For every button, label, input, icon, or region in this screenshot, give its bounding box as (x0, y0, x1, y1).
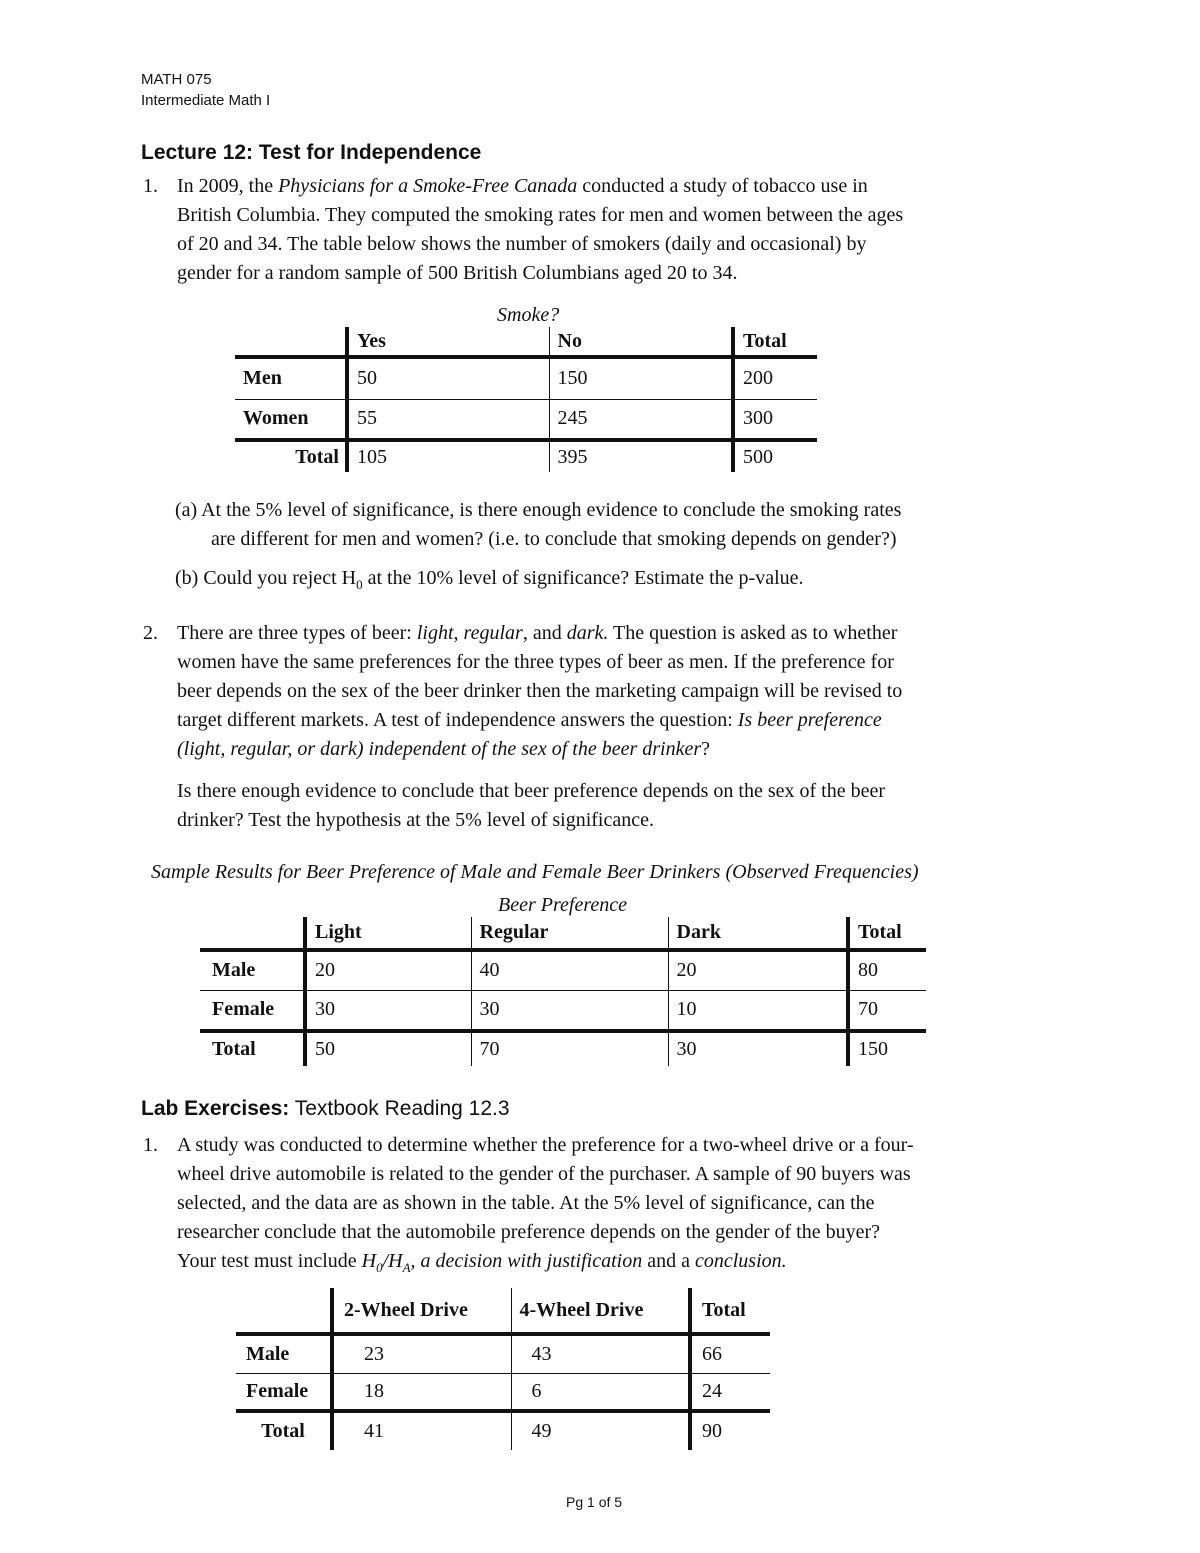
cell: 70 (848, 990, 926, 1031)
table-row (236, 1411, 770, 1450)
table-header-row (236, 1288, 770, 1334)
header-cell: Dark (668, 917, 848, 950)
cell: 200 (733, 357, 817, 399)
subscript: 0 (356, 577, 363, 592)
table-row (236, 1373, 770, 1411)
text: at the 10% level of significance? Estimate the p-value. (362, 567, 804, 589)
part-a: are different for men and women? (i.e. to conclude that smoking depends on gender?) (211, 528, 897, 550)
header-cell: No (549, 327, 733, 357)
cell: 24 (690, 1373, 770, 1411)
text: There are three types of beer: (177, 622, 417, 644)
table-caption: Sample Results for Beer Preference of Male and Female Beer Drinkers (Observed Frequencies) (151, 861, 919, 883)
cell: 40 (471, 950, 668, 990)
text: The question is asked as to whether (608, 622, 898, 644)
table-row (200, 950, 926, 990)
question-number: 1. (143, 175, 158, 197)
cell: 395 (549, 440, 733, 472)
table-row (235, 440, 817, 472)
text: Physicians for a Smoke-Free Canada (278, 175, 578, 197)
beer-table (200, 917, 926, 1066)
cell: 55 (347, 399, 549, 440)
part-a: (a) At the 5% level of significance, is there enough evidence to conclude the smoking rates (175, 499, 902, 521)
text: H (361, 1250, 377, 1272)
text: target different markets. A test of independence answers the question: (177, 709, 738, 731)
q1-line: of 20 and 34. The table below shows the number of smokers (daily and occasional) by (177, 233, 867, 255)
header-cell: Total (690, 1288, 770, 1334)
text: , and (522, 622, 567, 644)
question-number: 2. (143, 622, 158, 644)
row-label: Total (235, 440, 347, 472)
cell: 500 (743, 445, 773, 468)
text: regular (463, 622, 523, 644)
lab-title (141, 1097, 510, 1121)
row-label: Men (235, 357, 347, 399)
cell: 30 (305, 990, 471, 1031)
course-code: MATH 075 (141, 71, 212, 88)
cell: 10 (668, 990, 848, 1031)
lab-line: researcher conclude that the automobile preference depends on the gender of the buyer? (177, 1221, 880, 1243)
page-title: Lecture 12: Test for Independence (141, 141, 482, 164)
header-cell: 4-Wheel Drive (511, 1288, 690, 1334)
table-row (235, 357, 817, 399)
cell: 80 (848, 950, 926, 990)
cell: 30 (471, 990, 668, 1031)
cell: 245 (549, 399, 733, 440)
lab-line: wheel drive automobile is related to the gender of the purchaser. A sample of 90 buyers was (177, 1163, 911, 1185)
row-label: Male (200, 950, 305, 990)
cell: 90 (702, 1420, 722, 1442)
text: conducted a study of tobacco use in (577, 175, 868, 197)
row-label: Total (236, 1411, 332, 1450)
cell: 300 (733, 399, 817, 440)
row-label: Women (235, 399, 347, 440)
text: dark. (566, 622, 609, 644)
q2-line: women have the same preferences for the three types of beer as men. If the preference for (177, 651, 894, 673)
lab-line (177, 1250, 787, 1276)
course-name: Intermediate Math I (141, 92, 271, 109)
table-header-row (200, 917, 926, 950)
q2-line (177, 738, 710, 761)
cell: 41 (332, 1411, 511, 1450)
row-label: Female (200, 990, 305, 1031)
header-cell: Yes (347, 327, 549, 357)
header-cell: Regular (471, 917, 668, 950)
subscript: A (402, 1260, 411, 1275)
smoking-table (235, 327, 817, 472)
cell: 50 (347, 357, 549, 399)
table-subcaption: Beer Preference (498, 894, 627, 916)
page-number: Pg 1 of 5 (566, 1494, 623, 1510)
q1-line: gender for a random sample of 500 British Columbians aged 20 to 34. (177, 262, 738, 284)
cell: 150 (549, 357, 733, 399)
text: (light, regular, or dark) independent of the sex of the beer drinker (177, 738, 702, 760)
row-label: Total (200, 1031, 305, 1066)
q2-line: Is there enough evidence to conclude that beer preference depends on the sex of the beer (177, 780, 886, 802)
cell: 30 (668, 1031, 848, 1066)
cell: 43 (511, 1334, 690, 1373)
question-number: 1. (143, 1134, 158, 1156)
lab-line: selected, and the data are as shown in the table. At the 5% level of significance, can the (177, 1192, 875, 1214)
q2-line (177, 622, 897, 645)
header-cell: 2-Wheel Drive (332, 1288, 511, 1334)
table-row (200, 990, 926, 1031)
cell: 49 (511, 1411, 690, 1450)
cell: 20 (668, 950, 848, 990)
drive-table (236, 1288, 770, 1450)
cell: 105 (347, 440, 549, 472)
subscript: 0 (376, 1260, 383, 1275)
text: Textbook Reading 12.3 (289, 1097, 510, 1120)
table-row (236, 1334, 770, 1373)
text: /H (382, 1250, 403, 1272)
table-row (235, 399, 817, 440)
q1-line: British Columbia. They computed the smoking rates for men and women between the ages (177, 204, 904, 226)
table-header-row (235, 327, 817, 357)
text: , (453, 622, 464, 644)
header-cell: Light (305, 917, 471, 950)
cell: 6 (511, 1373, 690, 1411)
text: , a decision with justification (410, 1250, 643, 1272)
text: conclusion. (694, 1250, 787, 1272)
cell: 150 (858, 1038, 888, 1060)
header-cell: Total (848, 917, 926, 950)
cell: 50 (305, 1031, 471, 1066)
cell: 23 (332, 1334, 511, 1373)
table-row (200, 1031, 926, 1066)
cell: 18 (332, 1373, 511, 1411)
text: Your test must include (177, 1250, 362, 1272)
text: Lab Exercises: (141, 1097, 290, 1120)
text: Is beer preference (737, 709, 882, 731)
cell: 66 (690, 1334, 770, 1373)
cell: 70 (471, 1031, 668, 1066)
part-b (175, 567, 804, 593)
text: (b) Could you reject H (175, 567, 357, 589)
text: In 2009, the (177, 175, 279, 197)
row-label: Male (236, 1334, 332, 1373)
lab-line: A study was conducted to determine whether the preference for a two-wheel drive or a four- (177, 1134, 914, 1156)
q2-line (177, 709, 882, 732)
q1-line (177, 175, 868, 198)
header-cell: Total (733, 327, 817, 357)
text: and a (642, 1250, 695, 1272)
text: light (416, 622, 454, 644)
cell: 20 (305, 950, 471, 990)
q2-line: beer depends on the sex of the beer drinker then the marketing campaign will be revised to (177, 680, 903, 702)
row-label: Female (236, 1373, 332, 1411)
q2-line: drinker? Test the hypothesis at the 5% level of significance. (177, 809, 654, 831)
table-caption: Smoke? (497, 304, 560, 326)
text: ? (701, 738, 711, 760)
